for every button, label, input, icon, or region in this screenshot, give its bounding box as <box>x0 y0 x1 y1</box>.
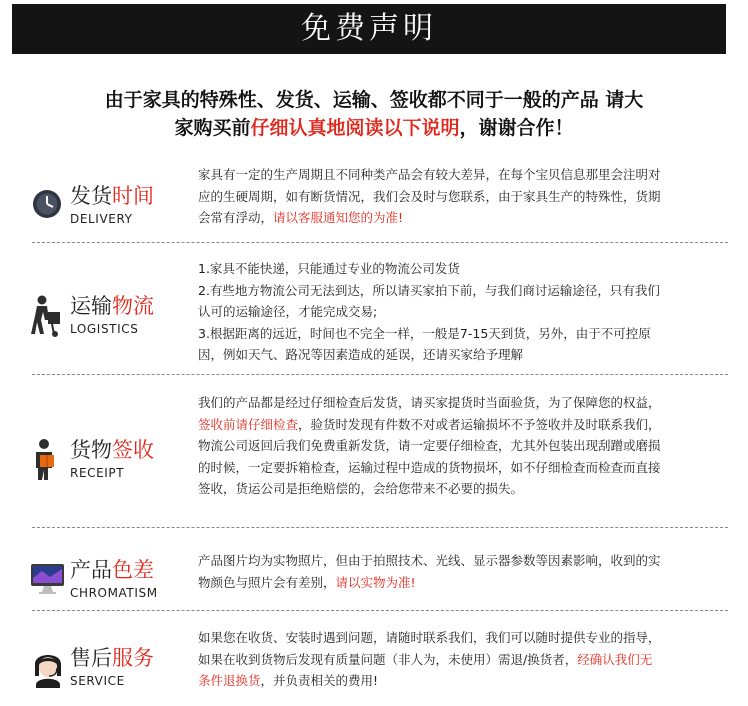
page-title-banner <box>12 4 726 54</box>
divider <box>32 374 728 375</box>
intro-line-2-end: ，谢谢合作！ <box>459 117 574 139</box>
chromatism-title: 产品色差 <box>70 558 154 582</box>
receipt-label <box>30 436 210 496</box>
intro-line-2-start: 家购买前 <box>174 117 251 139</box>
delivery-text: 家具有一定的生产周期且不同种类产品会有较大差异，在每个宝贝信息那里会注明对应的生硬周期，如有断货情况，我们会及时与您联系，由于家具生产的特殊性，货期会常有浮动，请以客服通知您的为准! <box>198 167 661 226</box>
delivery-label <box>30 182 210 242</box>
receipt-text: 我们的产品都是经过仔细检查后发货，请买家提货时当面验货，为了保障您的权益，签收前请仔细检查，验货时发现有件数不对或者运输损坏不予签收并及时联系我们，物流公司返回后我们免费重新发货，请一定要仔细检查，尤其外包装出现刮蹭或磨损的时候，一定要拆箱检查，运输过程中造成的货物损坏，如不仔细检查而检查而直接签收，货运公司是拒绝赔偿的，会给您带来不必要的损失。 <box>198 395 661 497</box>
intro-line-2-highlight: 仔细认真地阅读以下说明 <box>250 117 460 139</box>
logistics-title: 运输物流 <box>70 294 154 318</box>
divider <box>32 527 728 528</box>
logistics-line-2: 2.有些地方物流公司无法到达，所以请买家拍下前，与我们商讨运输途径，只有我们认可的运输途径，才能完成交易; <box>198 282 660 320</box>
chromatism-text: 产品图片均为实物照片，但由于拍照技术、光线、显示器参数等因素影响，收到的实物颜色与照片会有差别，请以实物为准! <box>198 553 661 590</box>
service-subtitle: SERVICE <box>70 674 125 688</box>
logistics-subtitle: LOGISTICS <box>70 322 139 336</box>
logistics-label <box>30 292 210 352</box>
monitor-icon <box>30 558 66 598</box>
receipt-subtitle: RECEIPT <box>70 466 125 480</box>
delivery-worker-icon <box>30 294 66 334</box>
chromatism-label <box>30 556 210 616</box>
receipt-title: 货物签收 <box>70 438 154 462</box>
service-label <box>30 644 210 704</box>
chromatism-subtitle: CHROMATISM <box>70 586 158 600</box>
intro-line-2 <box>20 114 728 142</box>
delivery-title: 发货时间 <box>70 184 154 208</box>
clock-icon <box>30 184 66 224</box>
delivery-subtitle: DELIVERY <box>70 212 133 226</box>
logistics-line-1: 1.家具不能快递，只能通过专业的物流公司发货 <box>198 261 460 276</box>
person-box-icon <box>30 438 66 478</box>
customer-service-icon <box>30 646 66 686</box>
divider <box>32 610 728 611</box>
intro-line-1: 由于家具的特殊性、发货、运输、签收都不同于一般的产品 请大 <box>104 89 644 111</box>
service-text: 如果您在收货、安装时遇到问题，请随时联系我们，我们可以随时提供专业的指导，如果在收到货物后发现有质量问题（非人为，未使用）需退/换货者，经确认我们无条件退换货，并负责相关的费用! <box>198 630 661 689</box>
logistics-line-3: 3.根据距离的远近，时间也不完全一样，一般是7-15天到货，另外，由于不可控原因，例如天气、路况等因素造成的延误，还请买家给予理解 <box>198 325 651 363</box>
logistics-text <box>198 258 664 366</box>
divider <box>32 242 728 243</box>
intro-notice <box>20 86 728 142</box>
service-title: 售后服务 <box>70 646 154 670</box>
page-title: 免费声明 <box>301 11 437 46</box>
